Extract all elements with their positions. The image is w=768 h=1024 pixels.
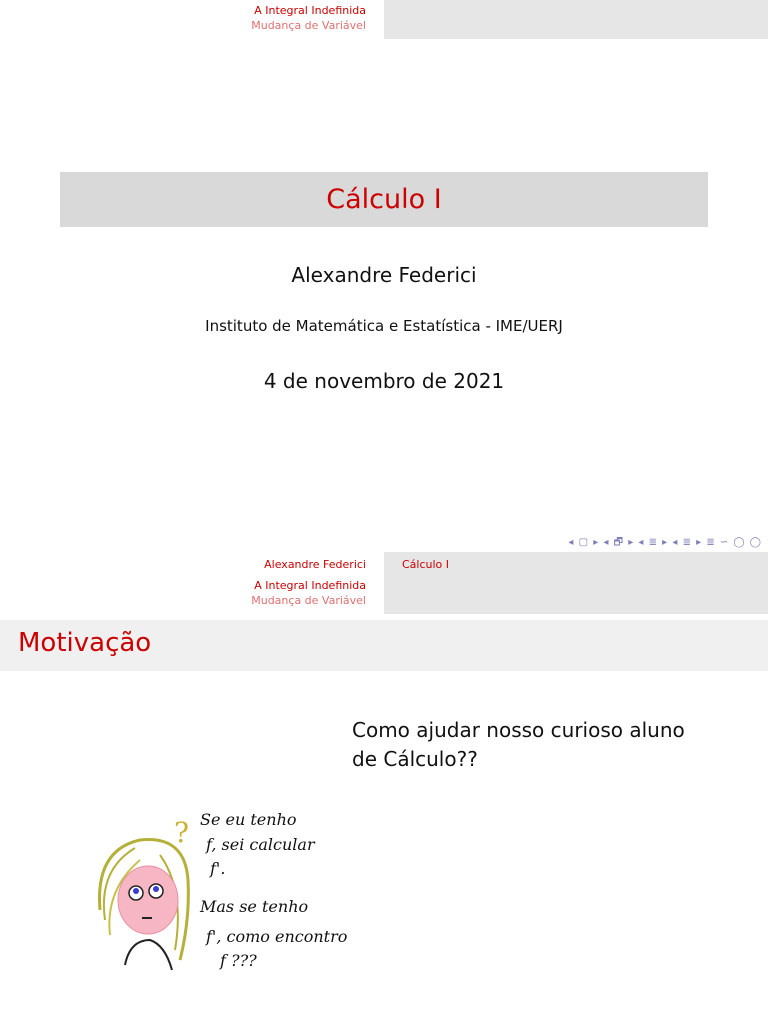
date: 4 de novembro de 2021 (263, 369, 505, 393)
header-subsection: Mudança de Variável (251, 19, 366, 32)
slide-header (0, 552, 768, 614)
handwriting-line-5: f', como encontro (206, 927, 348, 946)
handwriting-line-4: Mas se tenho (200, 897, 309, 916)
question-mark: ? (174, 816, 190, 849)
handwriting-line-1: Se eu tenho (200, 810, 297, 829)
header-section: A Integral Indefinida (254, 4, 366, 17)
author: Alexandre Federici (291, 263, 477, 287)
handwriting-line-6: f ??? (220, 951, 257, 970)
presentation-title: Cálculo I (326, 184, 442, 215)
question-text: Como ajudar nosso curioso aluno de Cálculo?? (352, 718, 685, 771)
header-short-title: Cálculo I (402, 558, 450, 571)
beamer-nav-controls[interactable]: ◂ ▢ ▸ ◂ 🗗 ▸ ◂ ≣ ▸ ◂ ≣ ▸ ≣ ∽ ◯ ◯ (568, 537, 762, 548)
frame-title-bar (0, 620, 768, 671)
handwriting-line-3: f'. (210, 859, 226, 878)
header-section: A Integral Indefinida (254, 579, 366, 592)
slide-header (0, 0, 768, 39)
header-author: Alexandre Federici (264, 558, 366, 571)
frame-title: Motivação (18, 628, 152, 658)
institute: Instituto de Matemática e Estatística - IME/UERJ (205, 317, 563, 335)
student-sketch (80, 800, 370, 975)
handwriting-line-2: f, sei calcular (206, 835, 315, 854)
title-box (60, 172, 708, 227)
header-subsection: Mudança de Variável (251, 594, 366, 607)
